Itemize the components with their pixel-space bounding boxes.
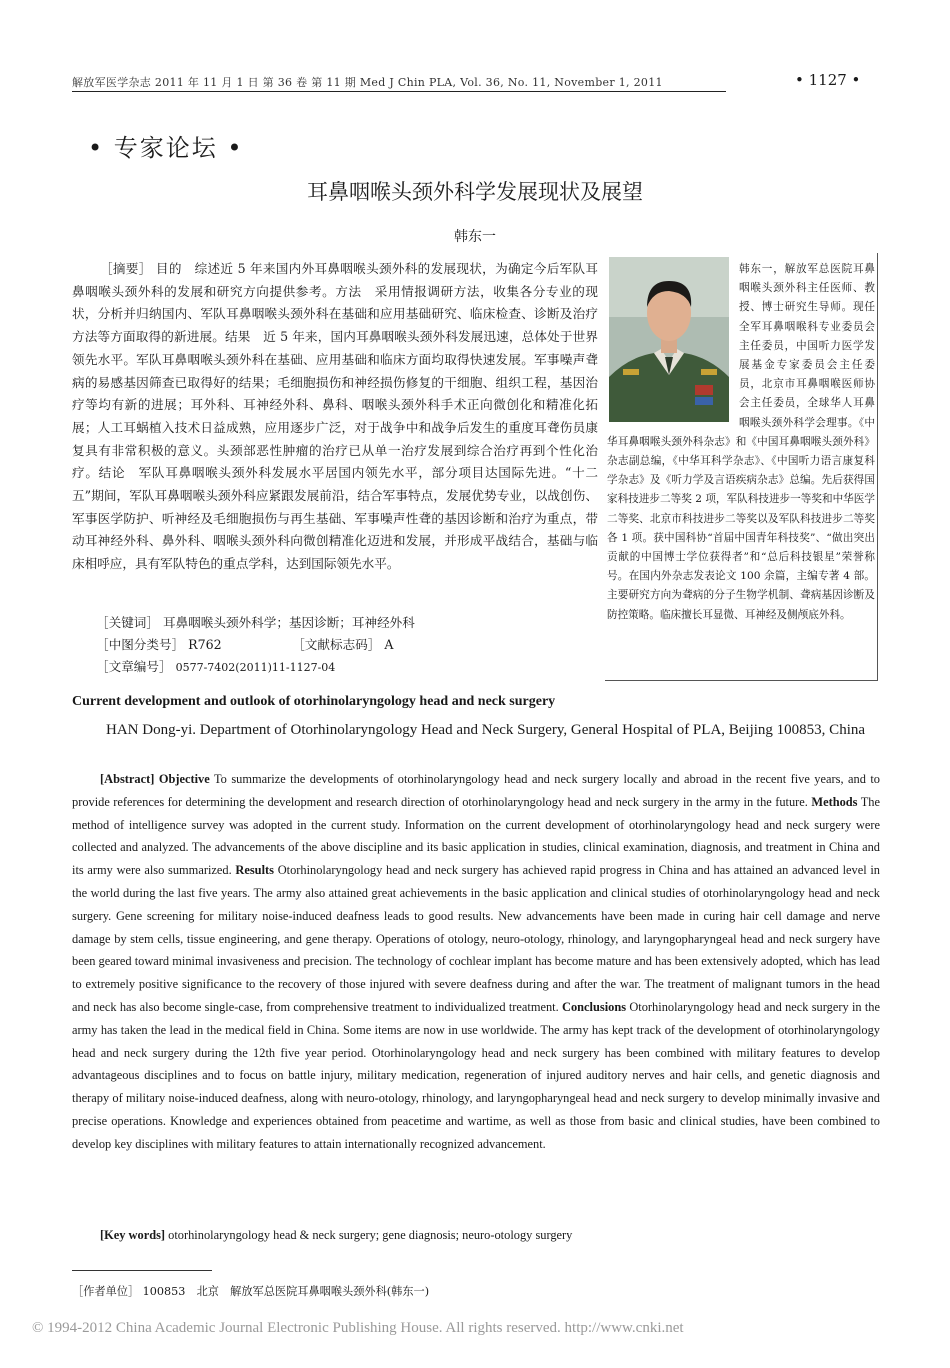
footnote-rule: [72, 1270, 212, 1271]
section-title: • 专家论坛 •: [88, 134, 244, 162]
keywords-english: [100, 1228, 572, 1243]
methods-text: The method of intelligence survey was adopted in the current study. Information on the current development of otorhinolaryngology head and neck surgery were collected and analyzed. The advancements of the above discipline and its basic application in studies, clinical examination, diagnosis, and treatment in China and its army were also summarized.: [72, 794, 880, 878]
keywords-chinese-block: [96, 612, 415, 679]
author-photo: [609, 257, 729, 422]
clc-label: ［中图分类号］: [96, 637, 185, 652]
abstract-label: [Abstract]: [100, 772, 155, 786]
objective-label: Objective: [158, 772, 210, 786]
affiliation-footnote: ［作者单位］ 100853 北京 解放军总医院耳鼻咽喉头颈外科(韩东一): [72, 1285, 430, 1298]
abstract-chinese: ［摘要］ 目的 综述近 5 年来国内外耳鼻咽喉头颈外科的发展现状，为确定今后军队耳鼻咽喉头颈外科的发展和研究方向提供参考。方法 采用情报调研方法，收集各分专业的现状，分析并归纳国内、军队耳鼻咽喉头颈外科在基础和应用基础研究、临床检查、诊断及治疗方法等方面取得的新进展。结果 近 5 年来，国内耳鼻咽喉头颈外科发展迅速，总体处于世界领先水平。军队耳鼻咽喉头颈外科在基础、应用基础和临床方面均取得快速发展。军事噪声聋病的易感基因筛查已取得好的结果；毛细胞损伤和神经损伤修复的干细胞、组织工程，基因治疗等均有新的进展；耳外科、耳神经外科、鼻科、咽喉头颈外科手术正向微创化和精准化拓展；人工耳蜗植入技术日益成熟，应用逐步广泛，对于战争中和战争后发生的重度耳聋伤员康复具有非常积极的意义。头颈部恶性肿瘤的治疗已从单一治疗发展到综合治疗再到个性化治疗。结论 军队耳鼻咽喉头颈外科发展水平居国内领先水平，部分项目达国际先进。“十二五”期间，军队耳鼻咽喉头颈外科应紧跟发展前沿，结合军事特点，发展优势专业，以战创伤、军事医学防护、听神经及毛细胞损伤与再生基础、军事噪声性聋的基因诊断和治疗为重点，带动耳神经外科、鼻外科、咽喉头颈外科向微创精准化迈进和发展，并形成平战结合，基础与临床相呼应，具有军队特色的重点学科，达到国际领先水平。: [72, 261, 598, 572]
english-title: Current development and outlook of otorhinolaryngology head and neck surgery: [72, 694, 556, 709]
article-number-label: ［文章编号］: [96, 659, 172, 674]
author-portrait-image: [609, 257, 729, 422]
keywords-value: 耳鼻咽喉头颈外科学；基因诊断；耳神经外科: [162, 615, 415, 630]
page-number: • 1127 •: [795, 71, 861, 89]
article-number-value: 0577-7402(2011)11-1127-04: [175, 661, 336, 674]
objective-text: To summarize the developments of otorhinolaryngology head and neck surgery locally and abroad in the recent five years, and to provide references for determining the development and research direction of otorhinolaryngology head and neck surgery in the army in the future.: [72, 772, 880, 809]
header-rule: [72, 91, 726, 92]
results-label: Results: [235, 863, 274, 878]
copyright-line: © 1994-2012 China Academic Journal Electronic Publishing House. All rights reserved. http://www.cnki.net: [32, 1320, 684, 1336]
doc-code-label: ［文献标志码］: [292, 637, 381, 652]
doc-code-value: A: [384, 637, 394, 652]
conclusions-label: Conclusions: [562, 999, 627, 1014]
running-header: 解放军医学杂志 2011 年 11 月 1 日 第 36 卷 第 11 期 Med J Chin PLA, Vol. 36, No. 11, November 1, 2011: [72, 76, 663, 89]
author-name: 韩东一: [454, 229, 496, 245]
classification-row: [96, 634, 415, 656]
article-title: 耳鼻咽喉头颈外科学发展现状及展望: [307, 180, 643, 204]
key-words-label: [Key words]: [100, 1228, 166, 1242]
article-number-row: [96, 656, 415, 679]
abstract-english: [72, 768, 880, 1156]
methods-label: Methods: [811, 794, 858, 809]
english-author-line: HAN Dong-yi. Department of Otorhinolaryngology Head and Neck Surgery, General Hospital of PLA, Beijing 100853, China: [106, 722, 866, 738]
results-text: Otorhinolaryngology head and neck surgery has achieved rapid progress in China and has attained an advanced level in the world during the last five years. The army also attained great achievements in the basic application and clinical studies of otorhinolaryngology head and neck surgery. Gene screening for military noise-induced deafness leads to good results. New advancements have been made in curing hair cell damage and nerve damage by stem cells, tissue engineering, and gene therapy. Operations of otology, neuro-otology, rhinology, and laryngopharyngeal head and neck surgery have been geared toward minimal invasiveness and precision. The technology of cochlear implant has become mature and has been extensively adopted, which has lead to extremely positive significance to the recovery of those injured with severe deafness during and after the war. The treatment of malignant tumors in the head and neck has also become single-case, from comprehensive treatment to individualized treatment.: [72, 863, 880, 1014]
keywords-row: [96, 612, 415, 634]
conclusions-text: Otorhinolaryngology head and neck surgery in the army has taken the lead in the medical field in China. Some items are now in use worldwide. The army has kept track of the development of otorhinolaryngology head and neck surgery during the 12th five year period. Otorhinolaryngology head and neck surgery has been combined with military features to develop advantageous disciplines and to focus on battle injury, military medication, regeneration of injured auditory nerves and hair cells, and genetic diagnosis and therapy of military noise-induced deafness, along with neuro-otology, rhinology, and laryngopharyngeal head and neck surgery to develop minimally invasive and precise operations. Knowledge and experiences obtained from peacetime and wartime, as well as those from basic and clinical studies, have been combined to develop key disciplines with military features to attain internationally recognized advancement.: [72, 999, 880, 1151]
clc-value: R762: [188, 637, 222, 652]
key-words-value: otorhinolaryngology head & neck surgery; gene diagnosis; neuro-otology surgery: [168, 1228, 573, 1242]
keywords-label: ［关键词］: [96, 615, 159, 630]
author-bio-text: 韩东一，解放军总医院耳鼻咽喉头颈外科主任医师、教授、博士研究生导师。现任全军耳鼻咽喉科专业委员会主任委员，中国听力医学发展基金专家委员会主任委员，北京市耳鼻咽喉医师协会主任委员，全球华人耳鼻咽喉头颈外科学会理事。《中华耳鼻咽喉头颈外科杂志》和《中国耳鼻咽喉头颈外科》杂志副总编，《中华耳科学杂志》、《中国听力语言康复科学杂志》及《听力学及言语疾病杂志》总编。先后获得国家科技进步二等奖 2 项，军队科技进步一等奖和中华医学二等奖、北京市科技进步二等奖以及军队科技进步二等奖各 1 项。获中国科协“首届中国青年科技奖”、“做出突出贡献的中国博士学位获得者”和“总后科技银星”荣誉称号。在国内外杂志发表论文 100 余篇，主编专著 4 部。主要研究方向为聋病的分子生物学机制、聋病基因诊断及防控策略。临床擅长耳显微、耳神经及侧颅底外科。: [607, 263, 875, 621]
